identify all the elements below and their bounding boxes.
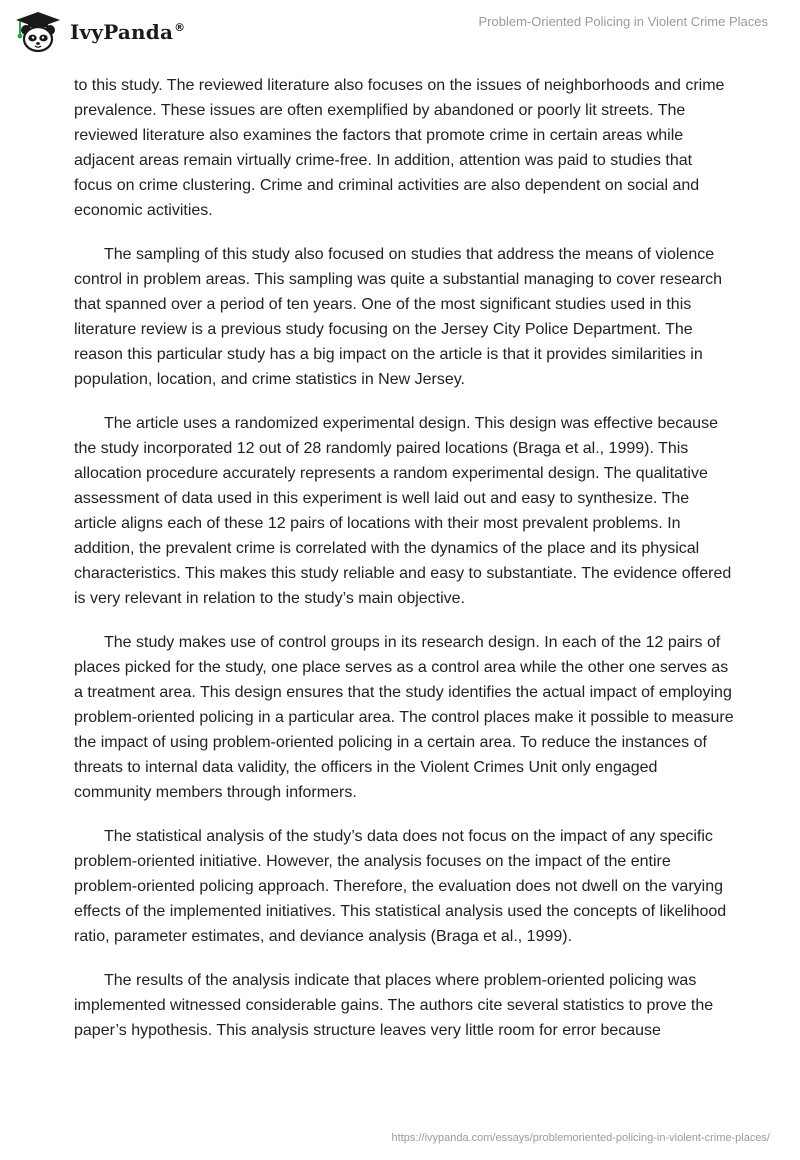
registered-mark: ®	[174, 21, 186, 35]
brand-name: IvyPanda®	[70, 20, 186, 44]
paragraph-2: The sampling of this study also focused on studies that address the means of violence control in problem areas. This sampling was quite a substantial managing to cover research that spanned over a period of ten years. One of the most significant studies used in this literature review is a previous study focusing on the Jersey City Police Department. The reason this particular study has a big impact on the article is that it provides similarities in population, location, and crime statistics in New Jersey.	[74, 246, 723, 388]
ivypanda-logo[interactable]	[14, 10, 185, 54]
source-url[interactable]: https://ivypanda.com/essays/problemoriented-policing-in-violent-crime-places/	[391, 1132, 770, 1144]
panda-graduate-icon	[14, 10, 62, 54]
running-title: Problem-Oriented Policing in Violent Crime Places	[478, 14, 768, 29]
paragraph-1: to this study. The reviewed literature also focuses on the issues of neighborhoods and crime prevalence. These issues are often exemplified by abandoned or poorly lit streets. The reviewed literature also examines the factors that promote crime in certain areas while adjacent areas remain virtually crime-free. In addition, attention was paid to studies that focus on crime clustering. Crime and criminal activities are also dependent on social and economic activities.	[74, 77, 725, 219]
paragraph-6: The results of the analysis indicate that places where problem-oriented policing was implemented witnessed considerable gains. The authors cite several statistics to prove the paper’s hypothesis. This analysis structure leaves very little room for error because	[74, 972, 714, 1039]
paragraph-5: The statistical analysis of the study’s data does not focus on the impact of any specific problem-oriented initiative. However, the analysis focuses on the impact of the entire problem-oriented policing approach. Therefore, the evaluation does not dwell on the varying effects of the implemented initiatives. This statistical analysis used the concepts of likelihood ratio, parameter estimates, and deviance analysis (Braga et al., 1999).	[74, 828, 727, 945]
paragraph-4: The study makes use of control groups in its research design. In each of the 12 pairs of places picked for the study, one place serves as a control area while the other one serves as a treatment area. This design ensures that the study identifies the actual impact of employing problem-oriented policing in a particular area. The control places make it possible to measure the impact of using problem-oriented policing in a certain area. To reduce the instances of threats to internal data validity, the officers in the Violent Crimes Unit only engaged community members through informers.	[74, 634, 734, 801]
essay-body	[74, 73, 734, 1062]
paragraph-3: The article uses a randomized experimental design. This design was effective because the study incorporated 12 out of 28 randomly paired locations (Braga et al., 1999). This allocation procedure accurately represents a random experimental design. The qualitative assessment of data used in this experiment is well laid out and easy to synthesize. The article aligns each of these 12 pairs of locations with their most prevalent problems. In addition, the prevalent crime is correlated with the dynamics of the place and its physical characteristics. This makes this study reliable and easy to substantiate. The evidence offered is very relevant in relation to the study’s main objective.	[74, 415, 732, 607]
page-header	[0, 0, 800, 70]
